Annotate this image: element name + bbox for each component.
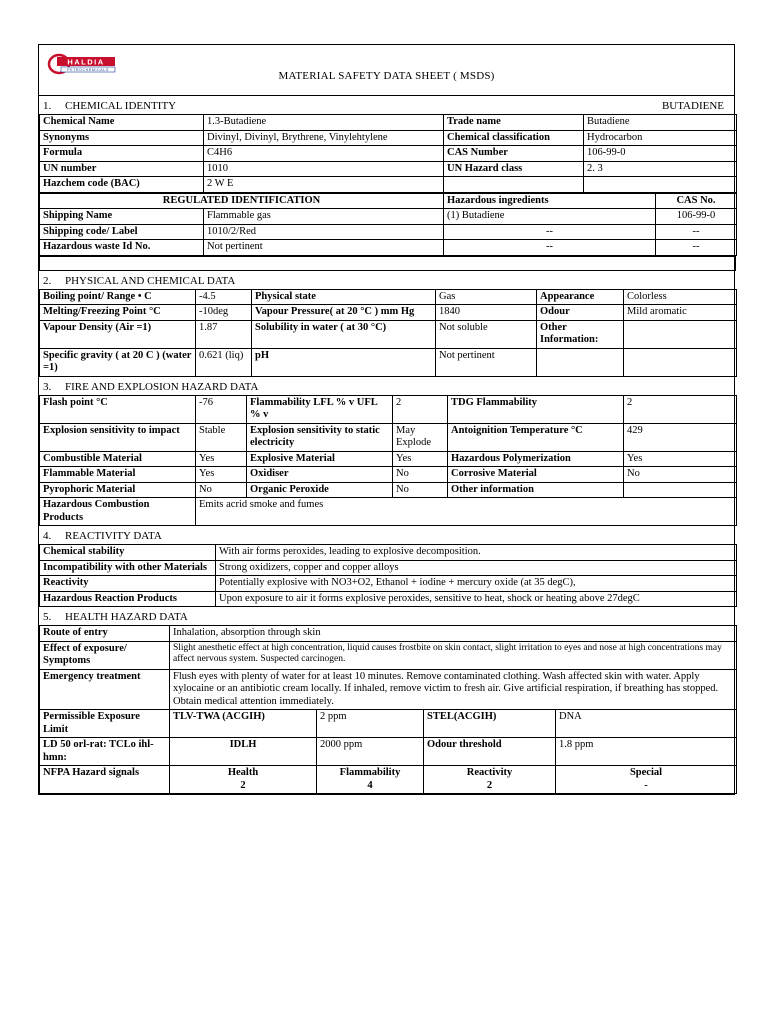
field-value: 2 — [624, 395, 737, 423]
field-label: Shipping Name — [40, 209, 204, 225]
field-value: Hydrocarbon — [584, 130, 737, 146]
field-label: Explosion sensitivity to static electricity — [247, 423, 393, 451]
emergency-treatment-label: Emergency treatment — [40, 669, 170, 710]
hazardous-ingredients-heading: Hazardous ingredients — [444, 193, 656, 209]
odour-threshold-value: 1.8 ppm — [556, 738, 737, 766]
table-row — [40, 130, 737, 146]
field-label: Chemical Name — [40, 115, 204, 131]
field-label: Pyrophoric Material — [40, 482, 196, 498]
field-value — [624, 482, 737, 498]
field-label: Flash point °C — [40, 395, 196, 423]
field-value: Butadiene — [584, 115, 737, 131]
field-value: Not pertinent — [204, 240, 444, 256]
nfpa-reactivity: Reactivity 2 — [424, 766, 556, 794]
permissible-exposure-label: Permissible Exposure Limit — [40, 710, 170, 738]
section-5-heading: 5. HEALTH HAZARD DATA — [43, 611, 188, 623]
table-row — [40, 177, 737, 193]
field-label: Other Information: — [537, 320, 624, 348]
msds-page — [38, 44, 735, 795]
field-value: Yes — [196, 451, 247, 467]
field-value: 429 — [624, 423, 737, 451]
field-label: Solubility in water ( at 30 °C) — [252, 320, 436, 348]
tlv-twa-label: TLV-TWA (ACGIH) — [170, 710, 317, 738]
field-label: Formula — [40, 146, 204, 162]
field-label: Melting/Freezing Point °C — [40, 305, 196, 321]
field-value: C4H6 — [204, 146, 444, 162]
table-row — [40, 423, 737, 451]
field-label: Flammability LFL % v UFL % v — [247, 395, 393, 423]
logo-subtext: PETROCHEMICALS — [67, 68, 109, 72]
msds-container — [38, 44, 735, 795]
nfpa-flammability: Flammability 4 — [317, 766, 424, 794]
stel-value: DNA — [556, 710, 737, 738]
effect-of-exposure-label: Effect of exposure/ Symptoms — [40, 641, 170, 669]
field-value: -- — [444, 224, 656, 240]
field-label: Corrosive Material — [448, 467, 624, 483]
field-label: Antoignition Temperature °C — [448, 423, 624, 451]
cas-no-heading: CAS No. — [656, 193, 737, 209]
section-3-heading: 3. FIRE AND EXPLOSION HAZARD DATA — [43, 380, 259, 393]
field-value: Divinyl, Divinyl, Brythrene, Vinylehtylene — [204, 130, 444, 146]
effect-of-exposure-value: Slight anesthetic effect at high concentration, liquid causes frostbite on skin contact, slight irritation to eyes and nose at high concentrations may affect nervous system. Suspected carcinogen. — [170, 641, 737, 669]
field-value: No — [393, 482, 448, 498]
field-value: 1010 — [204, 161, 444, 177]
field-label: Flammable Material — [40, 467, 196, 483]
table-row — [40, 289, 737, 305]
ld50-label: LD 50 orl-rat: TCLo ihl-hmn: — [40, 738, 170, 766]
field-value: -4.5 — [196, 289, 252, 305]
table-row — [40, 348, 737, 376]
field-value: May Explode — [393, 423, 448, 451]
field-value: 1010/2/Red — [204, 224, 444, 240]
field-value: 2 W E — [204, 177, 444, 193]
table-row — [40, 146, 737, 162]
field-value: Strong oxidizers, copper and copper alloys — [216, 560, 737, 576]
table-row — [40, 305, 737, 321]
field-label: Odour — [537, 305, 624, 321]
field-label: Hazardous waste Id No. — [40, 240, 204, 256]
section-1-blank-row — [39, 256, 736, 271]
field-label: Vapour Density (Air =1) — [40, 320, 196, 348]
field-value — [624, 348, 737, 376]
field-value: Mild aromatic — [624, 305, 737, 321]
regulated-identification-heading: REGULATED IDENTIFICATION — [40, 193, 444, 209]
section-4-heading: 4. REACTIVITY DATA — [43, 530, 162, 542]
field-value: No — [393, 467, 448, 483]
field-value: Stable — [196, 423, 247, 451]
field-value: Gas — [436, 289, 537, 305]
field-label: Vapour Pressure( at 20 °C ) mm Hg — [252, 305, 436, 321]
chemical-identity-table — [39, 114, 737, 193]
field-value — [584, 177, 737, 193]
table-row — [40, 576, 737, 592]
field-label: Oxidiser — [247, 467, 393, 483]
nfpa-health: Health 2 — [170, 766, 317, 794]
document-title: MATERIAL SAFETY DATA SHEET ( MSDS) — [278, 70, 495, 82]
odour-threshold-label: Odour threshold — [424, 738, 556, 766]
field-value: Not pertinent — [436, 348, 537, 376]
idlh-label: IDLH — [170, 738, 317, 766]
field-label: Hazardous Polymerization — [448, 451, 624, 467]
field-value: 106-99-0 — [584, 146, 737, 162]
field-value: No — [196, 482, 247, 498]
field-value: 0.621 (liq) — [196, 348, 252, 376]
table-row — [40, 451, 737, 467]
field-value: Colorless — [624, 289, 737, 305]
table-row — [40, 320, 737, 348]
table-row — [40, 115, 737, 131]
field-value: (1) Butadiene — [444, 209, 656, 225]
field-label: Other information — [448, 482, 624, 498]
field-label: Shipping code/ Label — [40, 224, 204, 240]
field-label: Organic Peroxide — [247, 482, 393, 498]
field-value: Not soluble — [436, 320, 537, 348]
field-value: Yes — [393, 451, 448, 467]
field-value: 1.3-Butadiene — [204, 115, 444, 131]
product-name: BUTADIENE — [661, 100, 724, 112]
field-value: -- — [656, 240, 737, 256]
idlh-value: 2000 ppm — [317, 738, 424, 766]
field-label: CAS Number — [444, 146, 584, 162]
field-label: Combustible Material — [40, 451, 196, 467]
field-label: Explosion sensitivity to impact — [40, 423, 196, 451]
field-value: 1840 — [436, 305, 537, 321]
field-value: 1.87 — [196, 320, 252, 348]
combustion-products-value: Emits acrid smoke and fumes — [196, 498, 737, 526]
field-label: Incompatibility with other Materials — [40, 560, 216, 576]
table-row — [40, 395, 737, 423]
field-label: Reactivity — [40, 576, 216, 592]
field-label: Physical state — [252, 289, 436, 305]
table-row — [40, 560, 737, 576]
field-label: UN Hazard class — [444, 161, 584, 177]
table-row — [40, 467, 737, 483]
field-value: Flammable gas — [204, 209, 444, 225]
field-value: Yes — [196, 467, 247, 483]
table-row — [40, 209, 737, 225]
field-value: With air forms peroxides, leading to explosive decomposition. — [216, 545, 737, 561]
field-value: 2. 3 — [584, 161, 737, 177]
field-value: -76 — [196, 395, 247, 423]
section-2-heading: 2. PHYSICAL AND CHEMICAL DATA — [43, 274, 236, 287]
table-row — [40, 161, 737, 177]
nfpa-hazard-signals-label: NFPA Hazard signals — [40, 766, 170, 794]
field-label: UN number — [40, 161, 204, 177]
field-value: Potentially explosive with NO3+O2, Ethanol + iodine + mercury oxide (at 35 degC), — [216, 576, 737, 592]
field-label: Specific gravity ( at 20 C ) (water =1) — [40, 348, 196, 376]
table-row — [40, 545, 737, 561]
logo-text: HALDIA — [67, 57, 105, 67]
field-value: -10deg — [196, 305, 252, 321]
field-label: Boiling point/ Range • C — [40, 289, 196, 305]
field-label: Chemical classification — [444, 130, 584, 146]
emergency-treatment-value: Flush eyes with plenty of water for at least 10 minutes. Remove contaminated clothing. Wash affected skin with water. Apply xylocaine or an antibiotic cream locally. If inhaled, remove victim to fresh air. Give artificial respiration, if breathing has stopped. Obtain medical attention immediately. — [170, 669, 737, 710]
field-label: Trade name — [444, 115, 584, 131]
field-label: Chemical stability — [40, 545, 216, 561]
combustion-products-label: Hazardous Combustion Products — [40, 498, 196, 526]
field-value: No — [624, 467, 737, 483]
reactivity-table — [39, 544, 737, 607]
field-label — [537, 348, 624, 376]
table-row — [40, 224, 737, 240]
nfpa-special: Special - — [556, 766, 737, 794]
route-of-entry-value: Inhalation, absorption through skin — [170, 626, 737, 642]
field-value — [624, 320, 737, 348]
field-label — [444, 177, 584, 193]
table-row — [40, 591, 737, 607]
field-value: Yes — [624, 451, 737, 467]
field-value: 106-99-0 — [656, 209, 737, 225]
route-of-entry-label: Route of entry — [40, 626, 170, 642]
field-label: Appearance — [537, 289, 624, 305]
table-row — [40, 240, 737, 256]
field-label: Hazchem code (BAC) — [40, 177, 204, 193]
field-label: Explosive Material — [247, 451, 393, 467]
health-hazard-table — [39, 625, 737, 794]
field-label: pH — [252, 348, 436, 376]
field-label: Hazardous Reaction Products — [40, 591, 216, 607]
physical-chemical-table — [39, 289, 737, 377]
field-value: -- — [444, 240, 656, 256]
tlv-twa-value: 2 ppm — [317, 710, 424, 738]
field-value: Upon exposure to air it forms explosive peroxides, sensitive to heat, shock or heating above 27degC — [216, 591, 737, 607]
regulated-identification-table — [39, 193, 737, 256]
section-1-heading: 1. CHEMICAL IDENTITY BUTADIENE — [43, 100, 724, 112]
field-label: Synonyms — [40, 130, 204, 146]
fire-explosion-table — [39, 395, 737, 527]
field-value: -- — [656, 224, 737, 240]
table-row — [40, 482, 737, 498]
field-label: TDG Flammability — [448, 395, 624, 423]
header — [39, 45, 734, 96]
field-value: 2 — [393, 395, 448, 423]
stel-label: STEL(ACGIH) — [424, 710, 556, 738]
